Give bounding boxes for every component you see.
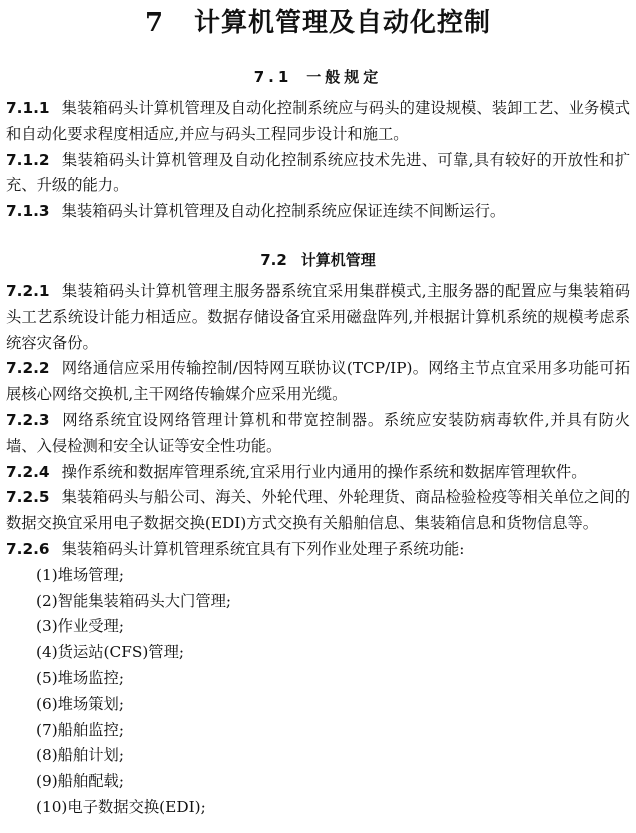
list-item: (3)作业受理; <box>36 617 125 636</box>
section-number: 7.2 <box>260 250 287 269</box>
chapter-number: 7 <box>144 8 165 38</box>
list-item: (1)堆场管理; <box>36 565 125 584</box>
clause-text: 集装箱码头计算机管理系统宜具有下列作业处理子系统功能: <box>61 539 465 558</box>
list-item: (9)船舶配载; <box>36 772 125 791</box>
clause-7-1-3 <box>6 199 630 225</box>
list-item: (10)电子数据交换(EDI); <box>36 797 206 816</box>
clause-text: 集装箱码头与船公司、海关、外轮代理、外轮理货、商品检验检疫等相关单位之间的数据交换宜采用电子数据交换(EDI)方式交换有关船舶信息、集装箱信息和货物信息等。 <box>6 488 630 533</box>
list-item: (8)船舶计划; <box>36 746 125 765</box>
section-title-7-2 <box>6 247 630 273</box>
clause-number: 7.2.5 <box>6 488 50 507</box>
clause-number: 7.2.3 <box>6 410 50 429</box>
list-item: (7)船舶监控; <box>36 720 125 739</box>
section-number: 7.1 <box>253 68 293 86</box>
clause-number: 7.1.2 <box>6 150 50 169</box>
clause-7-2-4 <box>6 460 630 486</box>
clause-text: 集装箱码头计算机管理及自动化控制系统应保证连续不间断运行。 <box>61 202 506 221</box>
section-title-7-1 <box>6 64 630 90</box>
clause-number: 7.1.1 <box>6 99 50 117</box>
document-page <box>0 4 636 833</box>
clause-7-2-1 <box>6 279 630 356</box>
clause-7-2-2 <box>6 356 630 408</box>
clause-7-2-3 <box>6 408 630 460</box>
list-item: (2)智能集装箱码头大门管理; <box>36 591 232 610</box>
chapter-title-text: 计算机管理及自动化控制 <box>194 8 492 38</box>
clause-text: 网络系统宜设网络管理计算机和带宽控制器。系统应安装防病毒软件,并具有防火墙、入侵检测和安全认证等安全性功能。 <box>6 410 630 455</box>
section-title-text: 计算机管理 <box>300 250 376 269</box>
clause-text: 集装箱码头计算机管理及自动化控制系统应技术先进、可靠,具有较好的开放性和扩充、升级的能力。 <box>6 150 630 195</box>
clause-number: 7.1.3 <box>6 202 50 221</box>
section-title-text: 一般规定 <box>306 68 383 86</box>
clause-number: 7.2.4 <box>6 462 50 481</box>
list-item: (6)堆场策划; <box>36 694 125 713</box>
clause-7-2-5 <box>6 485 630 537</box>
clause-number: 7.2.2 <box>6 359 50 378</box>
clause-text: 网络通信应采用传输控制/因特网互联协议(TCP/IP)。网络主节点宜采用多功能可拓展核心网络交换机,主干网络传输媒介应采用光缆。 <box>6 359 630 404</box>
list-item: (4)货运站(CFS)管理; <box>36 643 185 662</box>
clause-text: 集装箱码头计算机管理主服务器系统宜采用集群模式,主服务器的配置应与集装箱码头工艺系统设计能力相适应。数据存储设备宜采用磁盘阵列,并根据计算机系统的规模考虑系统容灾备份。 <box>6 281 630 352</box>
clause-7-2-6 <box>6 537 630 563</box>
clause-text: 操作系统和数据库管理系统,宜采用行业内通用的操作系统和数据库管理软件。 <box>61 462 587 481</box>
clause-7-1-1 <box>6 96 630 148</box>
clause-number: 7.2.6 <box>6 539 50 558</box>
list-item: (5)堆场监控; <box>36 668 125 687</box>
clause-number: 7.2.1 <box>6 281 50 300</box>
subsystem-list <box>6 563 630 821</box>
chapter-title <box>6 4 630 42</box>
clause-7-1-2 <box>6 148 630 200</box>
clause-text: 集装箱码头计算机管理及自动化控制系统应与码头的建设规模、装卸工艺、业务模式和自动化要求程度相适应,并应与码头工程同步设计和施工。 <box>6 99 630 143</box>
